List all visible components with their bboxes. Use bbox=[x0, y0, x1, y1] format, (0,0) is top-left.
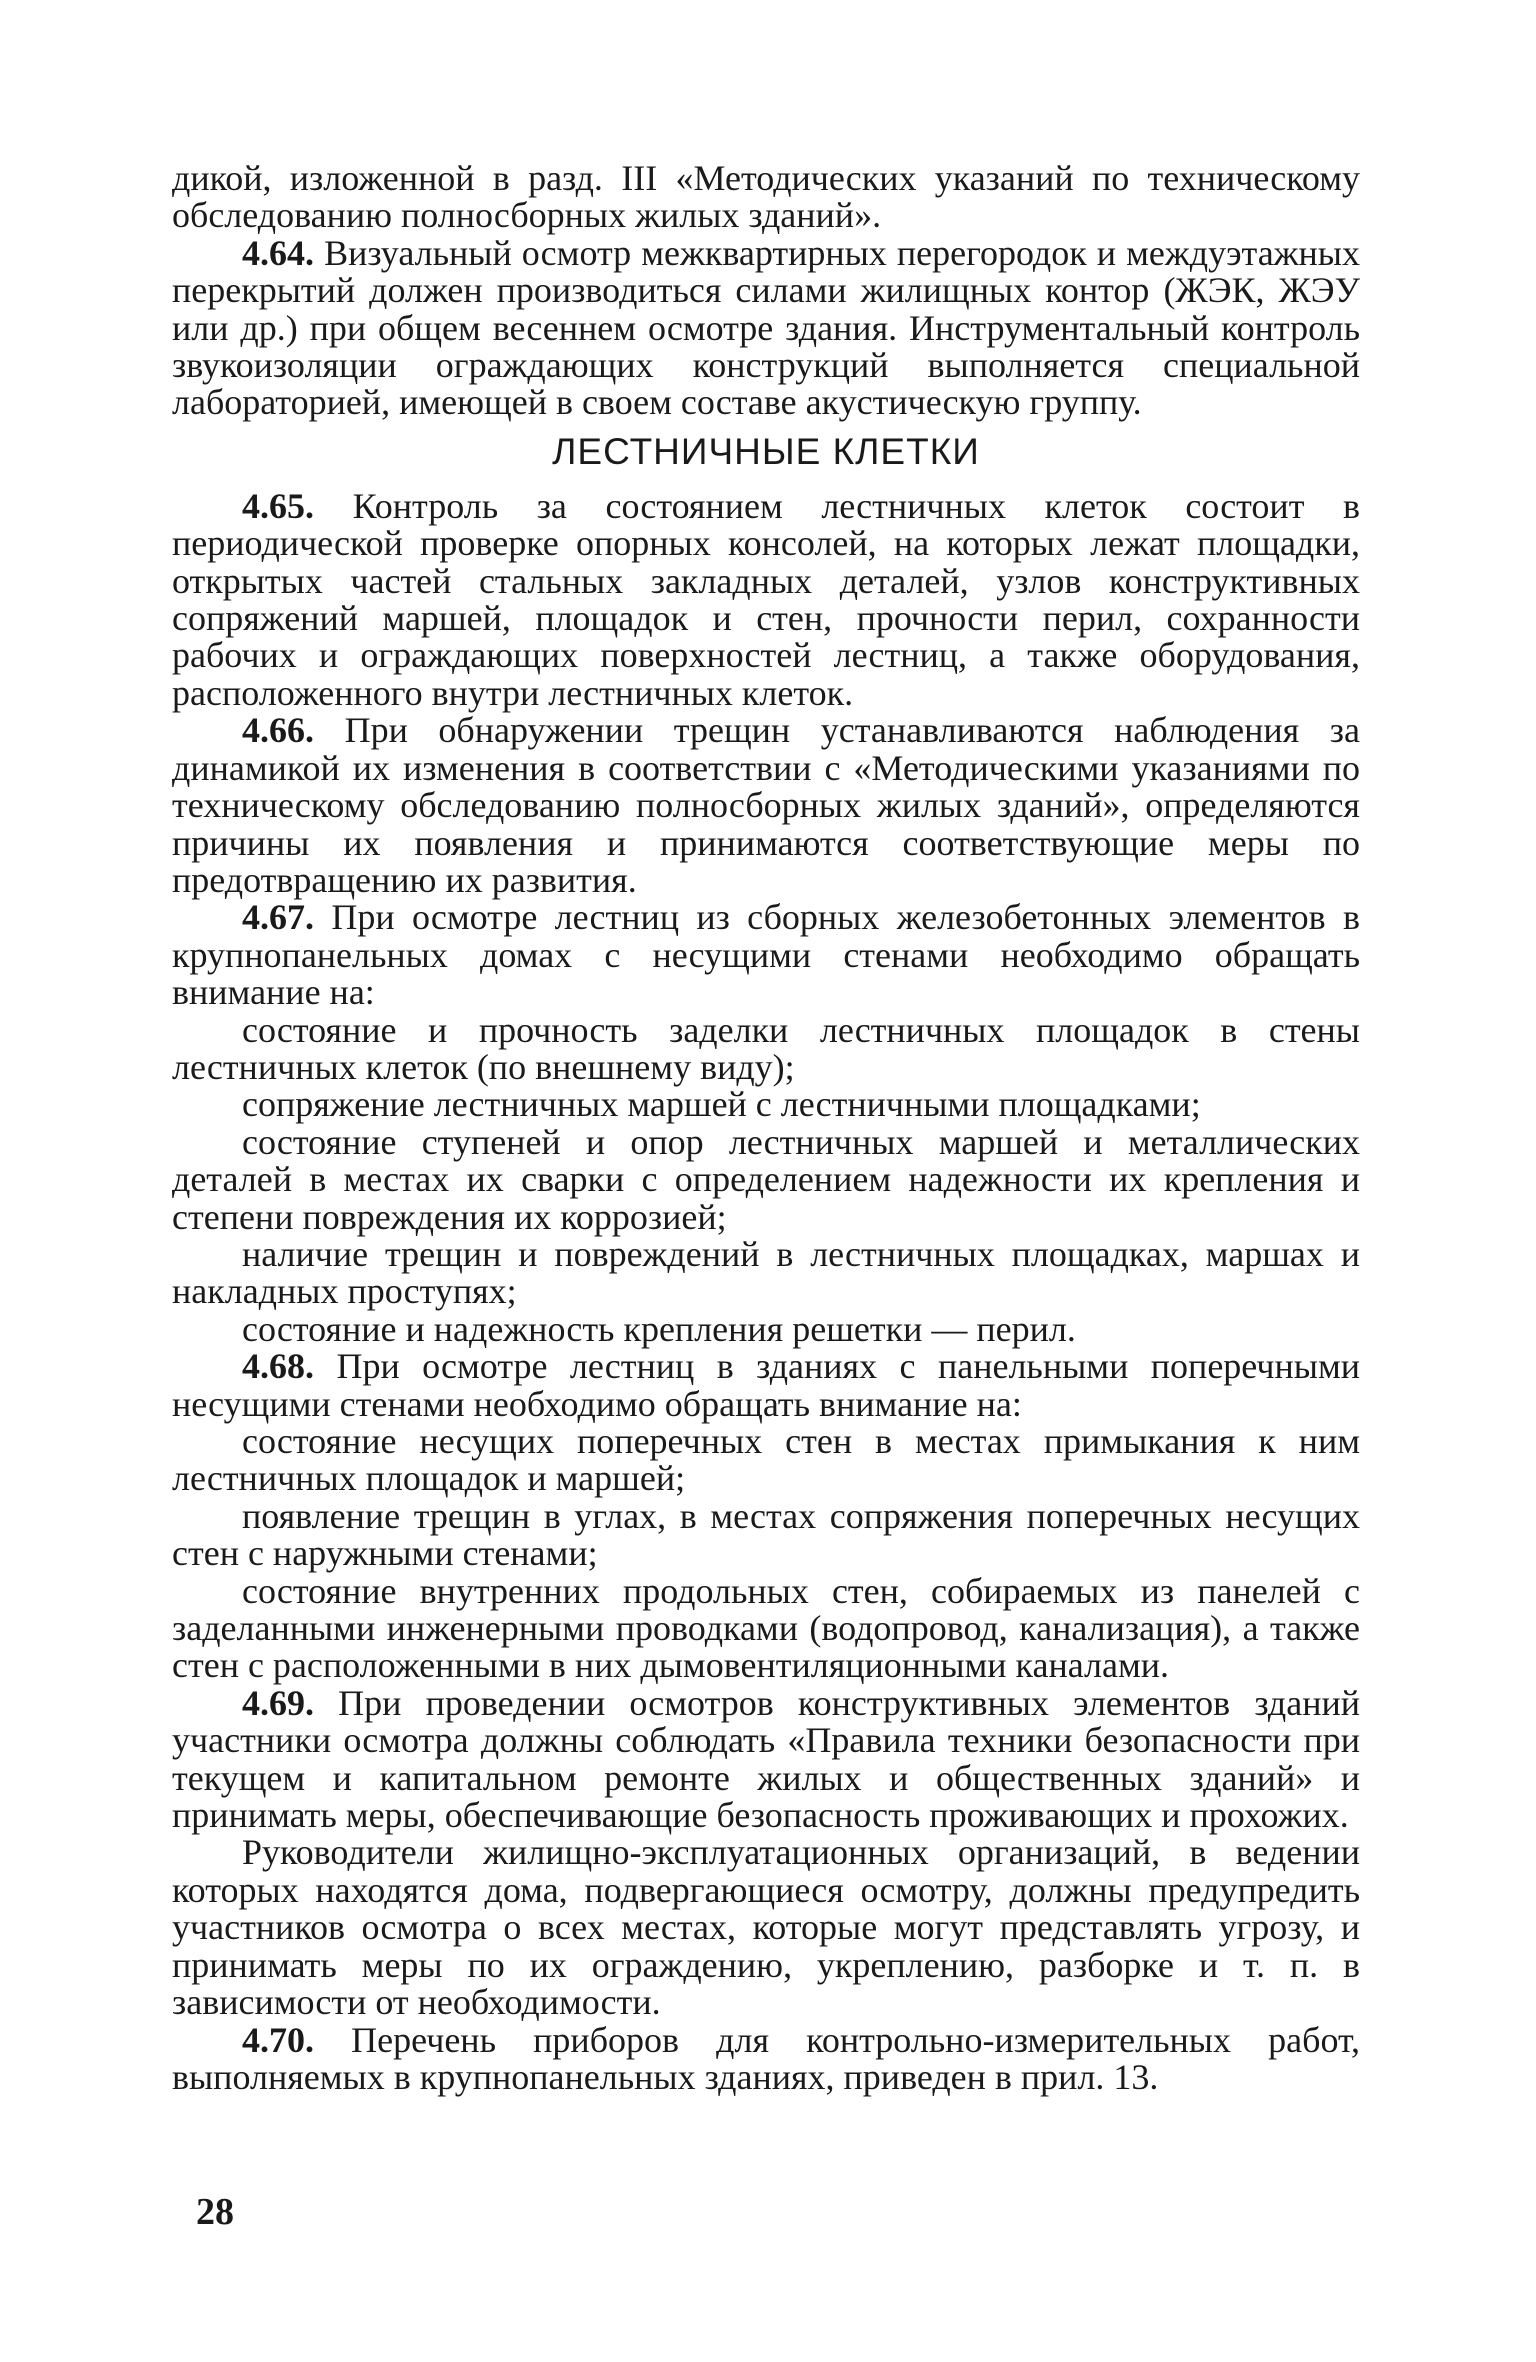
list-item-text: сопряжение лестничных маршей с лестничными площадками; bbox=[242, 1084, 1201, 1125]
list-item-text: наличие трещин и повреждений в лестничных площадках, маршах и накладных проступях; bbox=[172, 1233, 1360, 1312]
paragraph-text: При обнаружении трещин устанавливаются наблюдения за динамикой их изменения в соответствии с «Методическими указаниями по техническому обследованию полносборных жилых зданий», определяются причины их появления и принимаются соответствующие меры по предотвращению их развития. bbox=[172, 710, 1360, 900]
list-item-text: состояние и надежность крепления решетки — перил. bbox=[242, 1308, 1076, 1349]
paragraph-text: Руководители жилищно-эксплуатационных организаций, в ведении которых находятся дома, подвергающиеся осмотру, должны предупредить участников осмотра о всех местах, которые могут представлять угрозу, и принимать меры по их ограждению, укреплению, разборке и т. п. в зависимости от необходимости. bbox=[172, 1832, 1360, 2023]
paragraph-4-70 bbox=[172, 2019, 1360, 2097]
paragraph-4-67 bbox=[172, 899, 1360, 1011]
paragraph-text: Перечень приборов для контрольно-измерительных работ, выполняемых в крупнопанельных зданиях, приведен в прил. 13. bbox=[172, 2019, 1360, 2097]
paragraph-number: 4.65. bbox=[242, 485, 314, 526]
paragraph-number: 4.70. bbox=[242, 2019, 314, 2060]
paragraph-number: 4.67. bbox=[242, 897, 314, 938]
list-item-text: состояние несущих поперечных стен в местах примыкания к ним лестничных площадок и маршей; bbox=[172, 1421, 1360, 1499]
list-item bbox=[172, 1308, 1360, 1349]
paragraph-number: 4.66. bbox=[242, 710, 314, 751]
paragraph-4-64 bbox=[172, 232, 1360, 423]
paragraph-number: 4.68. bbox=[242, 1346, 314, 1387]
list-item-text: состояние ступеней и опор лестничных маршей и металлических деталей в местах их сварки с определением надежности их крепления и степени повреждения их коррозией; bbox=[172, 1121, 1360, 1237]
paragraph-text: При проведении осмотров конструктивных элементов зданий участники осмотра должны соблюдать «Правила техники безопасности при текущем и капитальном ремонте жилых и общественных зданий» и принимать меры, обеспечивающие безопасность проживающих и прохожих. bbox=[172, 1682, 1360, 1836]
paragraph-text: Визуальный осмотр межквартирных перегородок и междуэтажных перекрытий должен производиться силами жилищных контор (ЖЭК, ЖЭУ или др.) при общем весеннем осмотре здания. Инструментальный контроль звукоизоляции ограждающих конструкций выполняется специальной лабораторией, имеющей в своем составе акустическую группу. bbox=[172, 232, 1360, 423]
list-item-text: состояние и прочность заделки лестничных площадок в стены лестничных клеток (по внешнему виду); bbox=[172, 1009, 1360, 1087]
paragraph-4-68 bbox=[172, 1348, 1360, 1423]
paragraph-4-69 bbox=[172, 1682, 1360, 1836]
paragraph-text: При осмотре лестниц из сборных железобетонных элементов в крупнопанельных домах с несущими стенами необходимо обращать внимание на: bbox=[172, 897, 1360, 1013]
paragraph-number: 4.64. bbox=[242, 232, 314, 273]
list-item bbox=[172, 1009, 1360, 1087]
paragraph-text: При осмотре лестниц в зданиях с панельными поперечными несущими стенами необходимо обращать внимание на: bbox=[172, 1346, 1360, 1424]
list-item-text: состояние внутренних продольных стен, собираемых из панелей с заделанными инженерными проводками (водопровод, канализация), а также стен с расположенными в них дымовентиляционными каналами. bbox=[172, 1570, 1360, 1686]
list-item bbox=[172, 1233, 1360, 1312]
list-item bbox=[172, 1495, 1360, 1574]
paragraph-number: 4.69. bbox=[242, 1682, 314, 1723]
list-item bbox=[172, 1570, 1360, 1686]
list-item bbox=[172, 1121, 1360, 1237]
paragraph-supervisors bbox=[172, 1834, 1360, 2021]
list-item bbox=[172, 1423, 1360, 1498]
paragraph-4-66 bbox=[172, 712, 1360, 899]
list-item bbox=[172, 1086, 1360, 1123]
page-content bbox=[172, 160, 1360, 2096]
list-item-text: появление трещин в углах, в местах сопряжения поперечных несущих стен с наружными стенами; bbox=[172, 1495, 1360, 1574]
paragraph-text: Контроль за состоянием лестничных клеток состоит в периодической проверке опорных консолей, на которых лежат площадки, открытых частей стальных закладных деталей, узлов конструктивных сопряжений маршей, площадок и стен, прочности перил, сохранности рабочих и ограждающих поверхностей лестниц, а также оборудования, расположенного внутри лестничных клеток. bbox=[172, 485, 1360, 713]
page-number: 28 bbox=[196, 2191, 234, 2233]
paragraph-continuation bbox=[172, 160, 1360, 235]
paragraph-4-65 bbox=[172, 485, 1360, 713]
section-heading: ЛЕСТНИЧНЫЕ КЛЕТКИ bbox=[552, 430, 980, 472]
paragraph-text: дикой, изложенной в разд. III «Методических указаний по техническому обследованию полносборных жилых зданий». bbox=[172, 158, 1360, 236]
